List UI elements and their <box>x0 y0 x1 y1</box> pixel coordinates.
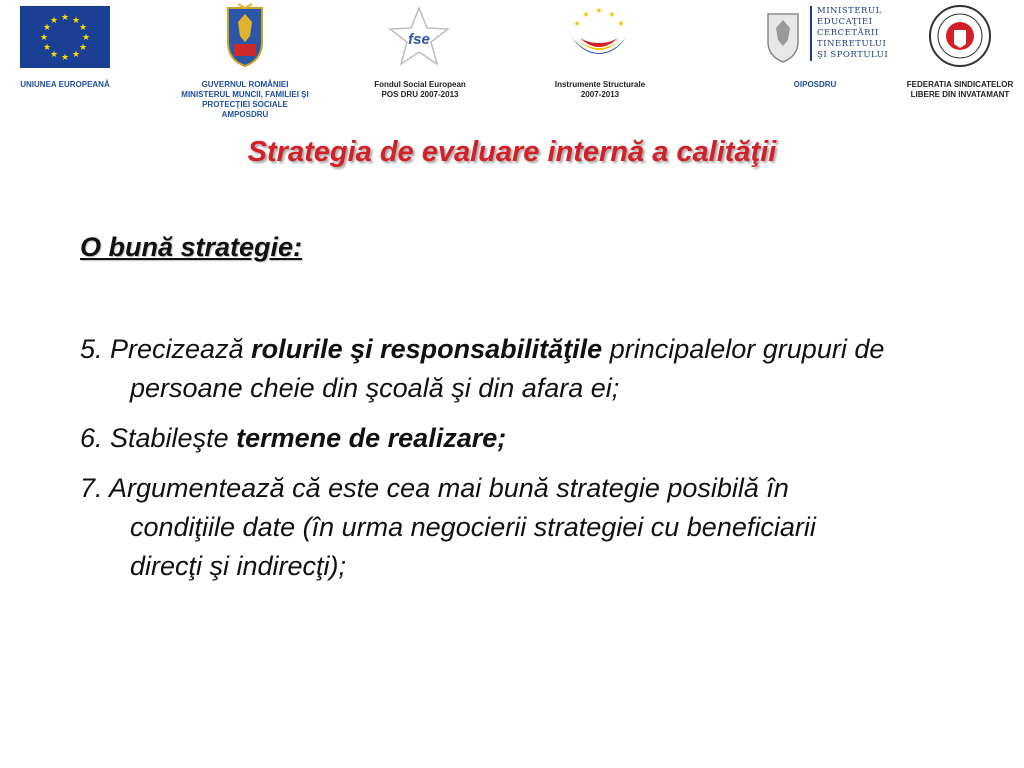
fse-mark: fse <box>408 31 430 48</box>
svg-text:★: ★ <box>49 16 59 26</box>
eu-caption: UNIUNEA EUROPEANĂ <box>20 80 110 89</box>
gov-caption-line: MINISTERUL MUNCII, FAMILIEI ŞI <box>181 90 309 99</box>
fsli-caption-line: LIBERE DIN INVATAMANT <box>910 90 1010 99</box>
list-item-suffix: principalelor grupuri de persoane cheie din şcoală şi din afara ei; <box>130 334 885 403</box>
instrumente-structurale-logo <box>562 4 636 70</box>
list-item-bold: rolurile şi responsabilităţile <box>251 334 603 364</box>
svg-text:★: ★ <box>608 10 616 19</box>
fsli-seal-logo <box>928 4 992 68</box>
list-item-prefix: 7. Argumentează că este cea mai bună strategie posibilă în condiţiile date (în urma negocierii strategiei cu beneficiarii direcţi şi indirecţi); <box>80 473 816 581</box>
fsli-caption <box>900 80 1020 100</box>
fse-caption <box>360 80 480 100</box>
logo-bar <box>0 0 1024 130</box>
slide-title: Strategia de evaluare internă a calităţii <box>247 136 777 168</box>
svg-text:★: ★ <box>71 16 81 26</box>
svg-text:★: ★ <box>42 43 52 53</box>
svg-text:★: ★ <box>60 53 70 63</box>
list-item-bold: termene de realizare; <box>236 423 507 453</box>
svg-text:★: ★ <box>573 19 581 28</box>
svg-text:★: ★ <box>78 23 88 33</box>
svg-text:★: ★ <box>49 50 59 60</box>
subheading: O bună strategie: <box>80 232 303 262</box>
svg-text:★: ★ <box>78 43 88 53</box>
list-item <box>80 419 960 458</box>
svg-text:★: ★ <box>42 23 52 33</box>
strategy-list <box>80 330 960 597</box>
gov-caption-line: AMPOSDRU <box>221 110 269 119</box>
ministry-name <box>810 6 888 61</box>
oiposdru-caption: OIPOSDRU <box>793 80 837 89</box>
ministry-name-line: MINISTERUL <box>817 6 882 16</box>
fsli-caption-line: FEDERATIA SINDICATELOR <box>906 80 1014 89</box>
ministry-name-line: ŞI SPORTULUI <box>817 50 889 60</box>
is-caption-line: 2007-2013 <box>580 90 620 99</box>
fse-caption-line: POS DRU 2007-2013 <box>381 90 459 99</box>
list-item-prefix: 6. Stabileşte <box>80 423 237 453</box>
gov-caption-line: PROTECŢIEI SOCIALE <box>202 100 288 109</box>
is-caption-line: Instrumente Structurale <box>554 80 646 89</box>
list-item <box>80 330 960 408</box>
romania-coat-of-arms-logo <box>220 2 270 70</box>
svg-text:★: ★ <box>60 13 70 23</box>
gov-caption <box>170 80 320 120</box>
svg-text:★: ★ <box>617 19 625 28</box>
svg-text:★: ★ <box>595 6 603 15</box>
list-item <box>80 469 870 586</box>
svg-text:★: ★ <box>71 50 81 60</box>
ministry-name-line: TINERETULUI <box>817 39 887 49</box>
fse-caption-line: Fondul Social European <box>374 80 466 89</box>
svg-text:★: ★ <box>582 10 590 19</box>
fse-star-logo <box>388 4 450 68</box>
list-item-prefix: 5. Precizează <box>80 334 252 364</box>
svg-text:★: ★ <box>39 33 49 43</box>
ministry-education-crest-logo <box>762 6 804 64</box>
is-caption <box>540 80 660 100</box>
svg-text:★: ★ <box>81 33 91 43</box>
ministry-name-line: EDUCAŢIEI <box>817 17 873 27</box>
ministry-name-line: CERCETĂRII <box>817 28 879 38</box>
eu-flag-logo <box>20 6 110 68</box>
gov-caption-line: GUVERNUL ROMÂNIEI <box>201 80 289 89</box>
